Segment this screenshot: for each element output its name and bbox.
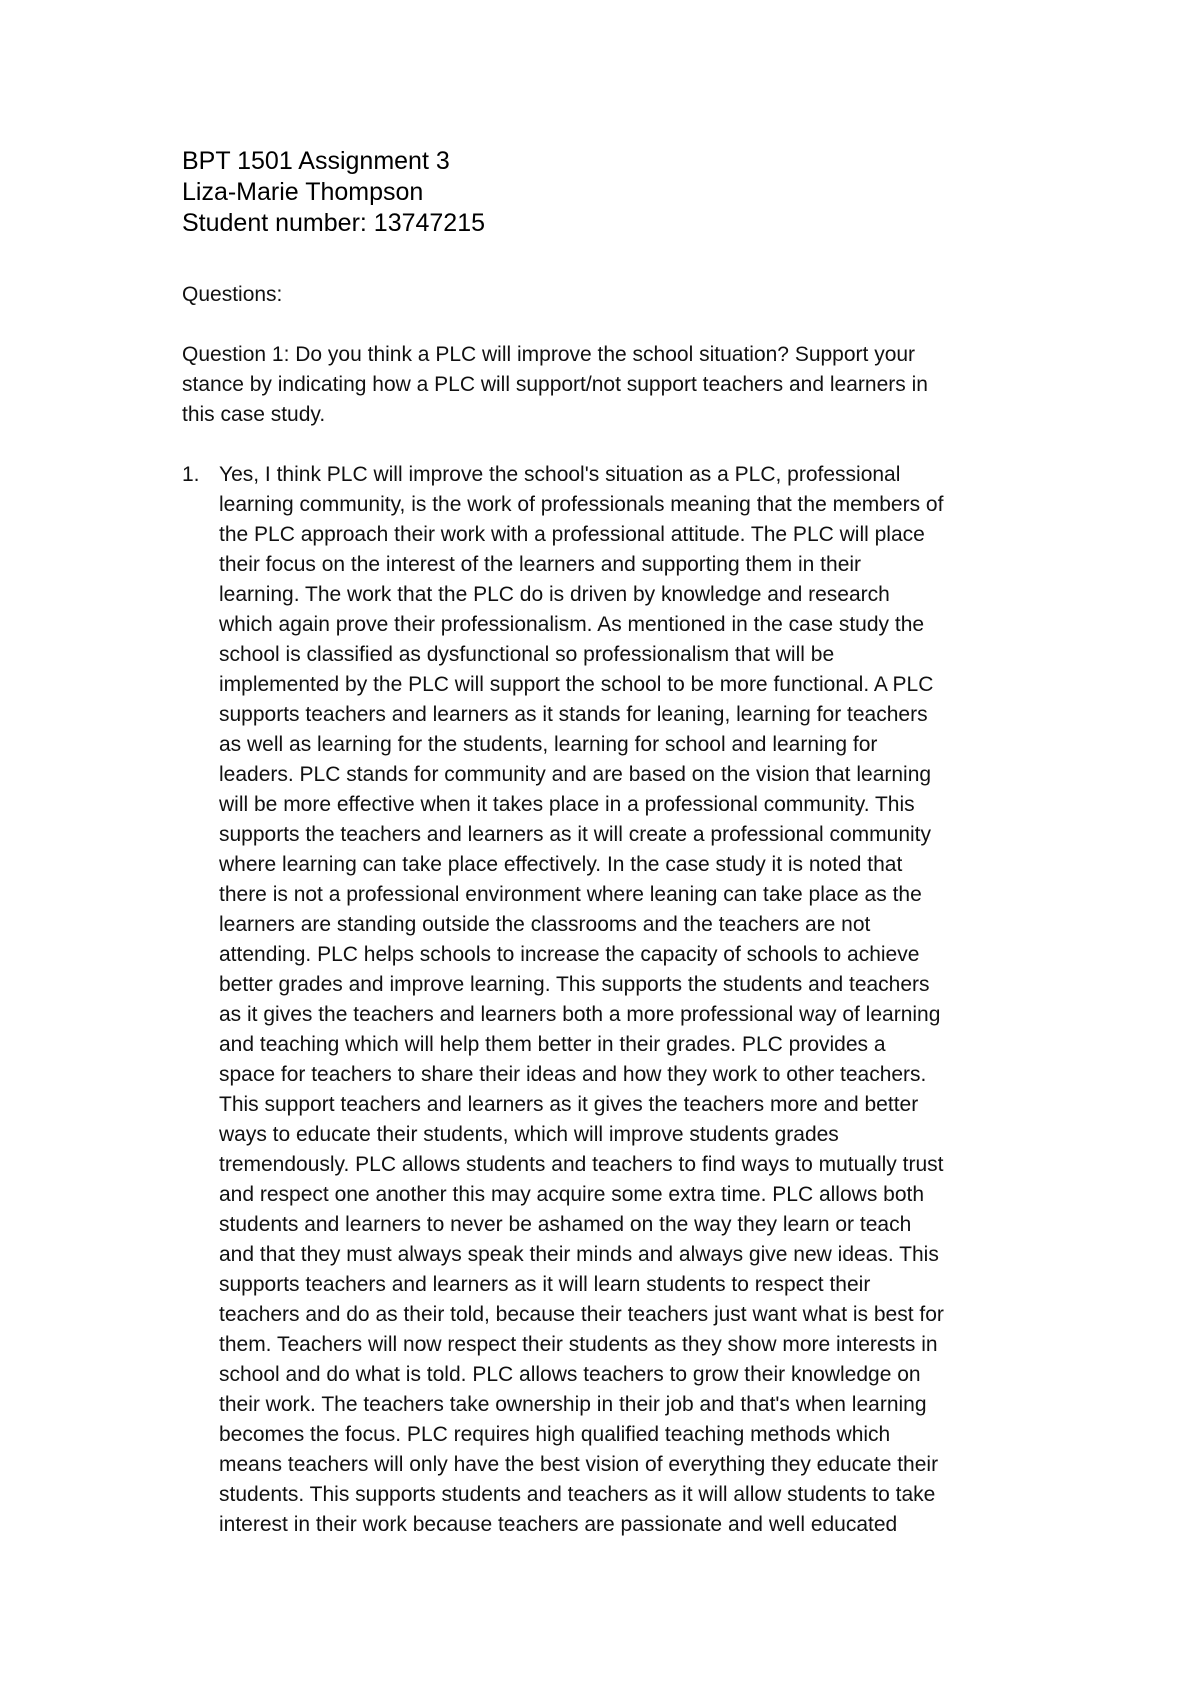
student-name: Liza-Marie Thompson [182, 178, 424, 206]
answer-line: implemented by the PLC will support the school to be more functional. A PLC [219, 673, 934, 696]
answer-line: leaders. PLC stands for community and are based on the vision that learning [219, 763, 932, 786]
questions-label: Questions: [182, 283, 283, 306]
answer-line: as it gives the teachers and learners both a more professional way of learning [219, 1003, 941, 1026]
question-line: stance by indicating how a PLC will support/not support teachers and learners in [182, 373, 928, 396]
answer-line: students. This supports students and teachers as it will allow students to take [219, 1483, 936, 1506]
answer-line: their work. The teachers take ownership in their job and that's when learning [219, 1393, 927, 1416]
question-line: this case study. [182, 403, 326, 426]
answer-line: better grades and improve learning. This supports the students and teachers [219, 973, 930, 996]
answer-line: This support teachers and learners as it gives the teachers more and better [219, 1093, 919, 1116]
student-number: Student number: 13747215 [182, 209, 486, 237]
answer-body [219, 460, 1079, 1540]
assignment-title: BPT 1501 Assignment 3 [182, 147, 450, 175]
question-line: Question 1: Do you think a PLC will improve the school situation? Support your [182, 343, 916, 366]
answer-line: and teaching which will help them better in their grades. PLC provides a [219, 1033, 886, 1056]
answer-line: school and do what is told. PLC allows teachers to grow their knowledge on [219, 1363, 921, 1386]
answer-line: as well as learning for the students, learning for school and learning for [219, 733, 878, 756]
answer-line: where learning can take place effectively. In the case study it is noted that [219, 853, 903, 876]
answer-line: means teachers will only have the best vision of everything they educate their [219, 1453, 939, 1476]
answer-line: and that they must always speak their minds and always give new ideas. This [219, 1243, 939, 1266]
answer-line: supports teachers and learners as it stands for leaning, learning for teachers [219, 703, 928, 726]
answer-line: tremendously. PLC allows students and teachers to find ways to mutually trust [219, 1153, 944, 1176]
answer-line: learners are standing outside the classrooms and the teachers are not [219, 913, 871, 936]
answer-line: the PLC approach their work with a professional attitude. The PLC will place [219, 523, 925, 546]
document-header [182, 146, 1082, 239]
answer-line: learning. The work that the PLC do is driven by knowledge and research [219, 583, 890, 606]
answer-line: ways to educate their students, which will improve students grades [219, 1123, 839, 1146]
question-1 [182, 340, 1062, 430]
answer-line: will be more effective when it takes place in a professional community. This [219, 793, 915, 816]
answer-line: interest in their work because teachers are passionate and well educated [219, 1513, 898, 1536]
answer-line: becomes the focus. PLC requires high qualified teaching methods which [219, 1423, 891, 1446]
answer-line: students and learners to never be ashamed on the way they learn or teach [219, 1213, 912, 1236]
answer-line: there is not a professional environment where leaning can take place as the [219, 883, 922, 906]
answer-list-number: 1. [182, 463, 200, 486]
answer-line: their focus on the interest of the learners and supporting them in their [219, 553, 862, 576]
answer-line: attending. PLC helps schools to increase the capacity of schools to achieve [219, 943, 920, 966]
answer-line: and respect one another this may acquire some extra time. PLC allows both [219, 1183, 925, 1206]
answer-line: supports the teachers and learners as it will create a professional community [219, 823, 932, 846]
answer-line: them. Teachers will now respect their students as they show more interests in [219, 1333, 938, 1356]
answer-line: Yes, I think PLC will improve the school's situation as a PLC, professional [219, 463, 901, 486]
answer-line: space for teachers to share their ideas and how they work to other teachers. [219, 1063, 927, 1086]
answer-line: supports teachers and learners as it will learn students to respect their [219, 1273, 871, 1296]
answer-line: teachers and do as their told, because their teachers just want what is best for [219, 1303, 944, 1326]
answer-line: school is classified as dysfunctional so professionalism that will be [219, 643, 835, 666]
answer-line: learning community, is the work of professionals meaning that the members of [219, 493, 944, 516]
answer-line: which again prove their professionalism. As mentioned in the case study the [219, 613, 925, 636]
